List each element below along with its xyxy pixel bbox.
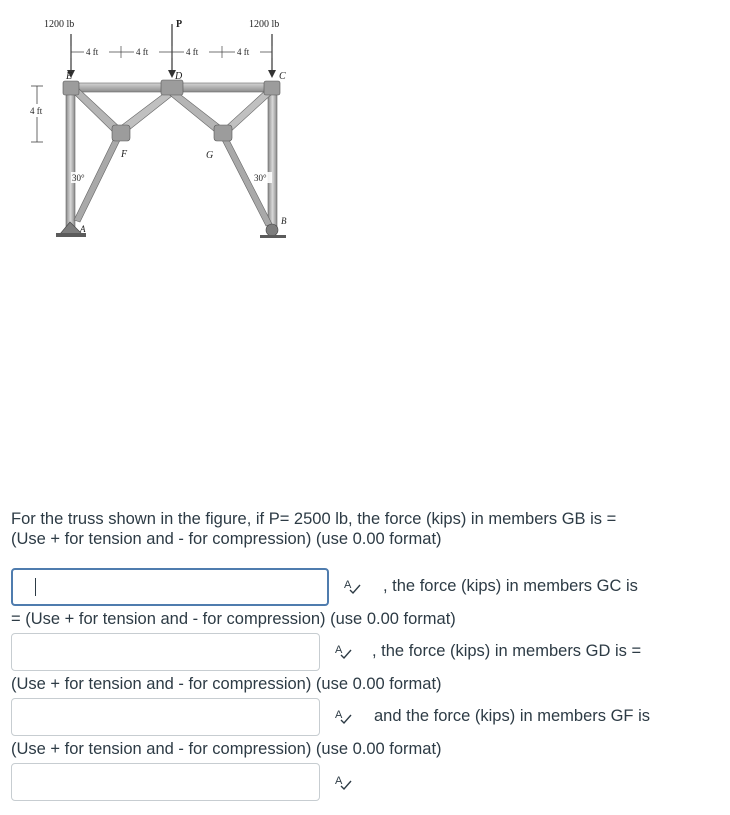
spacing-label-2: 4 ft	[136, 47, 149, 57]
spacing-label-3: 4 ft	[186, 47, 199, 57]
question-text-gc: , the force (kips) in members GC is	[383, 577, 638, 595]
joint-label-e: E	[66, 71, 73, 82]
joint-label-d: D	[175, 71, 183, 82]
question-text-line-1: For the truss shown in the figure, if P= 2500 lb, the force (kips) in members GB is =	[11, 510, 617, 528]
truss-members	[66, 83, 277, 228]
load-p-label: P	[176, 19, 183, 30]
svg-text:A: A	[335, 644, 343, 656]
joint-label-f: F	[121, 149, 128, 160]
load-left-label: 1200 lb	[44, 19, 75, 30]
force-gf-input[interactable]	[11, 763, 320, 801]
spell-check-icon[interactable]	[343, 577, 361, 595]
spacing-label-1: 4 ft	[86, 47, 99, 57]
joint-label-b: B	[281, 216, 287, 226]
question-text-gf: and the force (kips) in members GF is	[374, 707, 651, 725]
joint-label-g: G	[206, 150, 214, 161]
question-text-gc-instructions: = (Use + for tension and - for compression) (use 0.00 format)	[11, 610, 456, 628]
spell-check-icon[interactable]	[334, 773, 352, 791]
joint-label-a: A	[80, 224, 86, 234]
force-gd-input[interactable]	[11, 698, 320, 736]
question-text-gd-instructions: (Use + for tension and - for compression) (use 0.00 format)	[11, 675, 442, 693]
question-text-gd: , the force (kips) in members GD is =	[372, 642, 642, 660]
question-text-gf-instructions: (Use + for tension and - for compression) (use 0.00 format)	[11, 740, 442, 758]
spacing-label-4: 4 ft	[237, 47, 250, 57]
force-gc-input[interactable]	[11, 633, 320, 671]
load-right-label: 1200 lb	[249, 19, 280, 30]
text-caret	[35, 578, 36, 596]
angle-label-left: 30°	[72, 173, 85, 183]
truss-figure	[0, 0, 320, 245]
question-text-line-2: (Use + for tension and - for compression) (use 0.00 format)	[11, 530, 442, 548]
svg-text:A: A	[344, 579, 352, 591]
spell-check-icon[interactable]	[334, 707, 352, 725]
angle-label-right: 30°	[254, 173, 267, 183]
spell-check-icon[interactable]	[334, 642, 352, 660]
force-gb-input[interactable]	[11, 568, 329, 606]
height-label: 4 ft	[30, 106, 43, 116]
svg-text:A: A	[335, 775, 343, 787]
svg-text:A: A	[335, 709, 343, 721]
support-b	[260, 224, 286, 238]
joint-label-c: C	[279, 71, 286, 82]
